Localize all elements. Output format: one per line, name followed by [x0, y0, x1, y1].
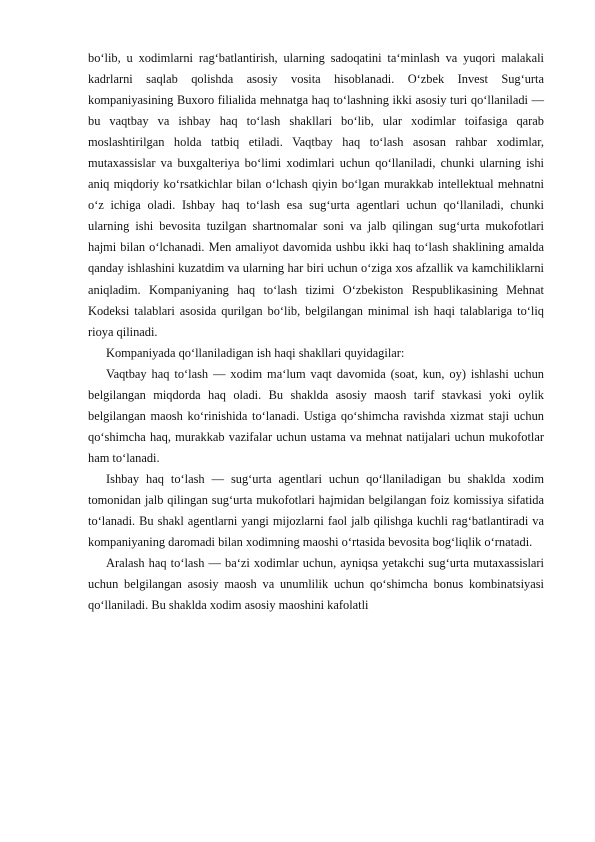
- paragraph-5: Aralash haq to‘lash — ba‘zi xodimlar uchun, ayniqsa yetakchi sug‘urta mutaxassislari uchun belgilangan asosiy maosh va unumlilik uchun qo‘shimcha bonus kombinatsiyasi qo‘llaniladi. Bu shaklda xodim asosiy maoshini kafolatli: [88, 556, 544, 613]
- paragraph-2: Kompaniyada qo‘llaniladigan ish haqi shakllari quyidagilar:: [106, 345, 405, 360]
- paragraph-3: Vaqtbay haq to‘lash — xodim ma‘lum vaqt davomida (soat, kun, oy) ishlashi uchun belgilangan miqdorda haq oladi. Bu shaklda asosiy maosh tarif stavkasi yoki oylik belgilangan maosh ko‘rinishida to‘lanadi. Ustiga qo‘shimcha ravishda xizmat staji uchun qo‘shimcha haq, murakkab vazifalar uchun ustama va mehnat natijalari uchun mukofotlar ham to‘lanadi.: [88, 366, 544, 465]
- document-page: [88, 48, 544, 616]
- paragraph-1: bo‘lib, u xodimlarni rag‘batlantirish, ularning sadoqatini ta‘minlash va yuqori malakali kadrlarni saqlab qolishda asosiy vosita hisoblanadi. O‘zbek Invest Sug‘urta kompaniyasining Buxoro filialida mehnatga haq to‘lashning ikki asosiy turi qo‘llaniladi — bu vaqtbay va ishbay haq to‘lash shakllari bo‘lib, ular xodimlar toifasiga qarab moslashtirilgan holda tatbiq etiladi. Vaqtbay haq to‘lash asosan rahbar xodimlar, mutaxassislar va buxgalteriya bo‘limi xodimlari uchun qo‘llaniladi, chunki ularning ishi aniq miqdoriy ko‘rsatkichlar bilan o‘lchash qiyin bo‘lgan murakkab intellektual mehnatni o‘z ichiga oladi. Ishbay haq to‘lash esa sug‘urta agentlari uchun qo‘llaniladi, chunki ularning ishi bevosita tuzilgan shartnomalar soni va jalb qilingan sug‘urta mukofotlari hajmi bilan o‘lchanadi. Men amaliyot davomida ushbu ikki haq to‘lash shaklining amalda qanday ishlashini kuzatdim va ularning har biri uchun o‘ziga xos afzallik va kamchiliklarni aniqladim. Kompaniyaning haq to‘lash tizimi O‘zbekiston Respublikasining Mehnat Kodeksi talablari asosida qurilgan bo‘lib, belgilangan minimal ish haqi talablariga to‘liq rioya qilinadi.: [88, 51, 544, 339]
- paragraph-4: Ishbay haq to‘lash — sug‘urta agentlari uchun qo‘llaniladigan bu shaklda xodim tomonidan jalb qilingan sug‘urta mukofotlari hajmidan belgilangan foiz komissiya sifatida to‘lanadi. Bu shakl agentlarni yangi mijozlarni faol jalb qilishga kuchli rag‘batlantiradi va kompaniyaning daromadi bilan xodimning maoshi o‘rtasida bevosita bog‘liqlik o‘rnatadi.: [88, 471, 544, 550]
